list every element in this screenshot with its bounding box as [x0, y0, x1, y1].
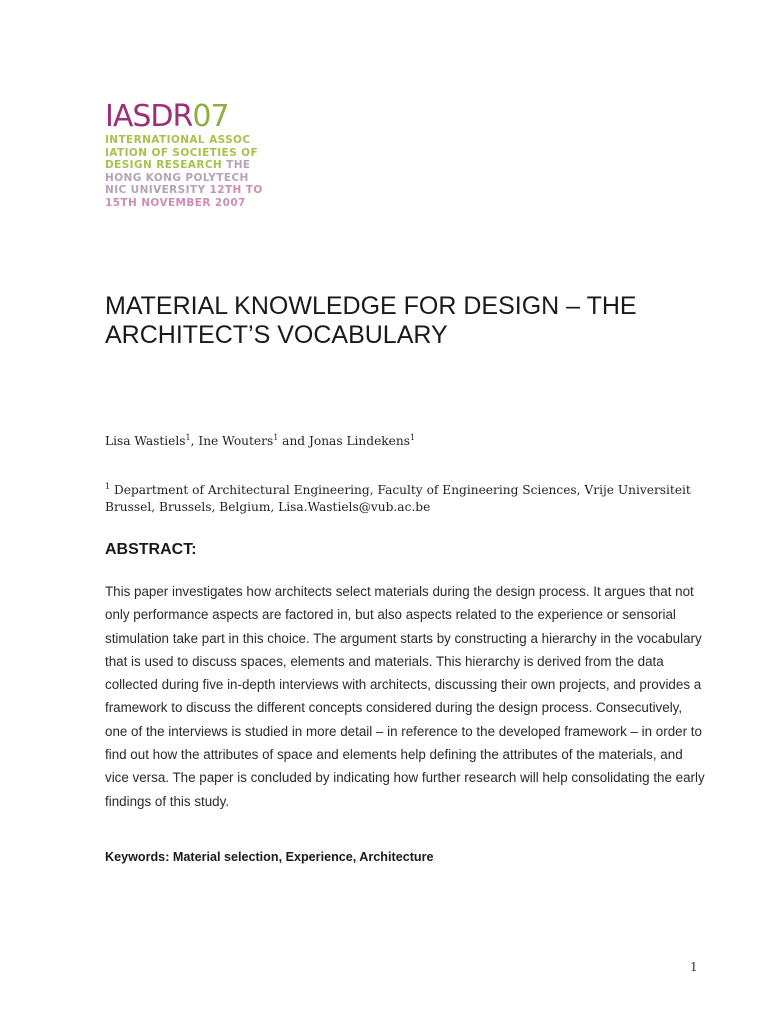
logo-line: DESIGN RESEARCH THE	[105, 159, 251, 172]
affiliation-mark: 1	[273, 433, 279, 442]
logo-line: INTERNATIONAL ASSOC	[105, 134, 251, 146]
page-number: 1	[690, 960, 698, 974]
keywords: Keywords: Material selection, Experience, Architecture	[105, 850, 434, 864]
logo-subtitle	[105, 134, 405, 210]
author-list	[105, 433, 415, 448]
author-name: and Jonas Lindekens	[278, 434, 411, 449]
abstract-body: This paper investigates how architects select materials during the design process. It argues that not only performance aspects are factored in, but also aspects related to the experience or sensorial stimulation take part in this choice. The argument starts by constructing a hierarchy in the vocabulary that is used to discuss spaces, elements and materials. This hierarchy is derived from the data collected during five in-depth interviews with architects, discussing their own projects, and provides a framework to discuss the different concepts considered during the design process. Consecutively, one of the interviews is studied in more detail – in reference to the developed framework – in order to find out how the attributes of space and elements help defining the attributes of the materials, and vice versa. The paper is concluded by indicating how further research will help consolidating the early findings of this study.	[105, 584, 705, 809]
logo-mark-year: 07	[192, 99, 229, 134]
logo-line: HONG KONG POLYTECH	[105, 171, 249, 184]
logo-line: NIC UNIVERSITY 12TH TO	[105, 184, 263, 197]
affiliation-text: Department of Architectural Engineering, Faculty of Engineering Sciences, Vrije Universiteit Brussel, Brussels, Belgium, Lisa.Wastiels@vub.ac.be	[105, 483, 691, 515]
logo-line: IATION OF SOCIETIES OF	[105, 146, 259, 159]
logo-mark	[105, 99, 405, 134]
author-name: Lisa Wastiels	[105, 434, 186, 449]
iasdr-logo	[105, 99, 405, 210]
abstract-heading: ABSTRACT:	[105, 541, 197, 558]
affiliation-mark: 1	[105, 482, 111, 491]
logo-mark-text: IASDR	[105, 99, 193, 134]
affiliation-mark: 1	[410, 433, 416, 442]
author-name: , Ine Wouters	[190, 434, 274, 449]
paper-title: MATERIAL KNOWLEDGE FOR DESIGN – THE ARCHITECT’S VOCABULARY	[105, 292, 637, 349]
affiliation-mark: 1	[185, 433, 191, 442]
logo-line: 15TH NOVEMBER 2007	[105, 196, 246, 209]
affiliation	[105, 478, 705, 516]
